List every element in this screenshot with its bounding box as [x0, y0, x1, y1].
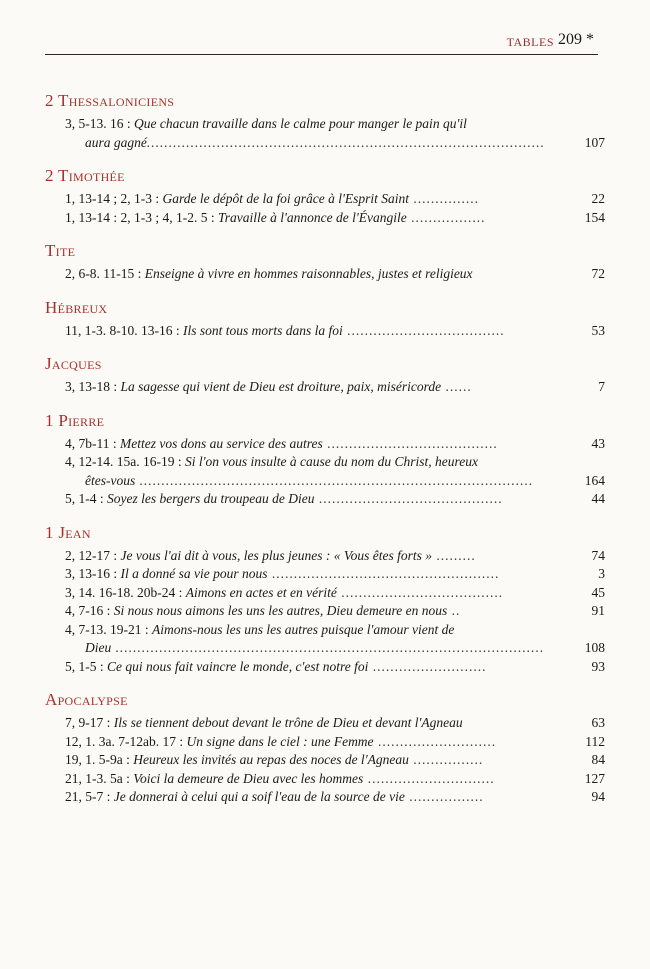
table-of-readings	[45, 90, 605, 820]
page-reference: 3	[598, 566, 605, 581]
leader-dots: ..........................	[368, 658, 487, 674]
entry-text	[65, 715, 463, 730]
entry-row	[45, 658, 605, 677]
section-title: 2 Timothée	[45, 166, 125, 185]
scripture-reference: 4, 7b-11 :	[65, 435, 120, 451]
running-header	[45, 32, 598, 55]
reading-title: La sagesse qui vient de Dieu est droiture, paix, miséricorde	[120, 379, 442, 394]
leader-dots: ....................................	[342, 322, 505, 338]
page-reference: 63	[591, 715, 605, 730]
section-title: Jacques	[45, 354, 102, 373]
page-reference: 91	[591, 603, 605, 618]
entry-row	[45, 733, 605, 752]
reading-title: Aimons en actes et en vérité	[185, 584, 337, 600]
page-reference: 154	[584, 209, 605, 225]
reading-title: Il a donné sa vie pour nous	[120, 566, 268, 581]
entry-text	[65, 436, 498, 451]
leader-dots: ...........................................................................................	[146, 134, 545, 150]
scripture-reference: 1, 13-14 : 2, 1-3 ; 4, 1-2. 5 :	[65, 209, 218, 225]
header-label: TABLES	[506, 35, 554, 49]
section	[45, 240, 605, 284]
section-title: 2 Thessaloniciens	[45, 91, 175, 110]
leader-dots: .......................................	[322, 435, 498, 451]
reading-title: Ce qui nous fait vaincre le monde, c'est notre foi	[107, 658, 369, 674]
scripture-reference: 1, 13-14 ; 2, 1-3 :	[65, 191, 163, 206]
scripture-reference: 2, 12-17 :	[65, 547, 121, 563]
entry-text	[65, 548, 476, 563]
reading-title: Si l'on vous insulte à cause du nom du Christ, heureux	[184, 454, 478, 469]
scripture-reference: 7, 9-17 :	[65, 715, 114, 730]
scripture-reference: 4, 7-13. 19-21 :	[65, 621, 152, 637]
entry-row	[45, 602, 605, 621]
section	[45, 410, 605, 509]
entry-row	[45, 788, 605, 807]
page-reference: 84	[591, 752, 605, 767]
leader-dots: ................	[408, 752, 484, 767]
entry-row	[45, 115, 605, 152]
reading-title: Mettez vos dons au service des autres	[120, 435, 323, 451]
leader-dots: ...............	[408, 191, 479, 206]
entry-text	[65, 379, 472, 394]
section-title: 1 Jean	[45, 522, 91, 542]
section-title: Hébreux	[45, 297, 108, 317]
entry-row	[45, 547, 605, 566]
page-number: 209 *	[558, 31, 594, 48]
reading-title: Travaille à l'annonce de l'Évangile	[218, 209, 407, 225]
entry-row	[45, 770, 605, 789]
scripture-reference: 3, 5-13. 16 :	[65, 116, 134, 131]
entry-text	[65, 210, 486, 225]
page-reference: 107	[584, 134, 605, 150]
entry-text	[65, 622, 568, 658]
entry-text	[65, 752, 483, 767]
reading-title: Si nous nous aimons les uns les autres, Dieu demeure en nous	[113, 603, 448, 618]
scripture-reference: 21, 5-7 :	[65, 789, 114, 804]
section	[45, 90, 605, 152]
reading-title-continuation: Dieu ..................................................................................................	[85, 640, 545, 655]
scripture-reference: 12, 1. 3a. 7-12ab. 17 :	[65, 733, 187, 749]
page-reference: 94	[591, 789, 605, 804]
entry-text	[65, 116, 568, 152]
scripture-reference: 19, 1. 5-9a :	[65, 752, 134, 767]
entry-text	[65, 585, 503, 600]
leader-dots: ....................................................	[267, 566, 500, 581]
page-reference: 53	[591, 322, 605, 338]
reading-title: Je vous l'ai dit à vous, les plus jeunes : « Vous êtes forts »	[120, 547, 432, 563]
reading-title: Un signe dans le ciel : une Femme	[186, 733, 374, 749]
entry-row	[45, 621, 605, 658]
leader-dots: ..........................................................................................	[135, 472, 534, 488]
section-title: 1 Pierre	[45, 410, 105, 430]
leader-dots: ..	[447, 603, 461, 618]
scripture-reference: 3, 13-16 :	[65, 566, 121, 581]
entry-row	[45, 265, 605, 284]
page-reference: 74	[591, 547, 605, 563]
section-title: Tite	[45, 241, 76, 260]
page-reference: 45	[591, 584, 605, 600]
page-reference: 22	[591, 191, 605, 206]
entry-row	[45, 322, 605, 341]
leader-dots: .............................	[363, 770, 495, 786]
entry-row	[45, 584, 605, 603]
scripture-reference: 4, 12-14. 15a. 16-19 :	[65, 454, 185, 469]
page-reference: 72	[591, 266, 605, 281]
entry-row	[45, 209, 605, 228]
entry-row	[45, 714, 605, 733]
scripture-reference: 4, 7-16 :	[65, 603, 114, 618]
reading-title: Enseigne à vivre en hommes raisonnables, justes et religieux	[144, 266, 473, 281]
entry-text	[65, 789, 484, 804]
section	[45, 165, 605, 227]
reading-title: Ils se tiennent debout devant le trône de Dieu et devant l'Agneau	[113, 715, 463, 730]
reading-title-continuation: aura gagné...........................................................................................	[85, 134, 545, 150]
entry-row	[45, 751, 605, 770]
section	[45, 522, 605, 677]
reading-title-continuation: êtes-vous ..........................................................................................	[85, 472, 534, 488]
page-reference: 7	[598, 379, 605, 394]
page-reference: 164	[584, 472, 605, 488]
page-reference: 108	[584, 640, 605, 655]
entry-text	[65, 491, 503, 506]
entry-text	[65, 603, 460, 618]
entry-text	[65, 734, 496, 749]
page-reference: 127	[584, 770, 605, 786]
reading-title: Ils sont tous morts dans la foi	[183, 322, 343, 338]
leader-dots: .....................................	[336, 584, 504, 600]
reading-title: Heureux les invités au repas des noces de l'Agneau	[133, 752, 409, 767]
entry-text	[65, 566, 499, 581]
reading-title: Voici la demeure de Dieu avec les hommes	[133, 770, 364, 786]
entry-row	[45, 565, 605, 584]
scripture-reference: 11, 1-3. 8-10. 13-16 :	[65, 322, 183, 338]
entry-row	[45, 190, 605, 209]
entry-row	[45, 453, 605, 490]
entry-row	[45, 490, 605, 509]
section	[45, 689, 605, 807]
entry-text	[65, 771, 495, 786]
entry-text	[65, 659, 486, 674]
entry-text	[65, 191, 479, 206]
entry-text	[65, 454, 568, 490]
entry-text	[65, 266, 473, 281]
section	[45, 297, 605, 341]
entry-text	[65, 323, 505, 338]
page-reference: 43	[591, 435, 605, 451]
reading-title: Que chacun travaille dans le calme pour manger le pain qu'il	[134, 116, 467, 131]
page-reference: 93	[591, 658, 605, 674]
leader-dots: ......	[441, 379, 472, 394]
entry-row	[45, 435, 605, 454]
scripture-reference: 3, 13-18 :	[65, 379, 121, 394]
leader-dots: ...........................	[373, 733, 497, 749]
reading-title: Aimons-nous les uns les autres puisque l'amour vient de	[152, 621, 455, 637]
scripture-reference: 5, 1-4 :	[65, 491, 107, 506]
scripture-reference: 21, 1-3. 5a :	[65, 770, 134, 786]
scripture-reference: 3, 14. 16-18. 20b-24 :	[65, 584, 186, 600]
page-reference: 44	[591, 491, 605, 506]
entry-row	[45, 378, 605, 397]
section	[45, 353, 605, 397]
leader-dots: .........	[431, 547, 476, 563]
leader-dots: .................	[406, 209, 486, 225]
reading-title: Garde le dépôt de la foi grâce à l'Esprit Saint	[162, 191, 409, 206]
section-title: Apocalypse	[45, 690, 128, 709]
leader-dots: ..........................................	[314, 491, 503, 506]
leader-dots: ..................................................................................................	[111, 640, 545, 655]
reading-title: Je donnerai à celui qui a soif l'eau de la source de vie	[113, 789, 405, 804]
leader-dots: .................	[404, 789, 484, 804]
scripture-reference: 2, 6-8. 11-15 :	[65, 266, 145, 281]
reading-title: Soyez les bergers du troupeau de Dieu	[107, 491, 315, 506]
scripture-reference: 5, 1-5 :	[65, 658, 107, 674]
page-reference: 112	[585, 733, 605, 749]
